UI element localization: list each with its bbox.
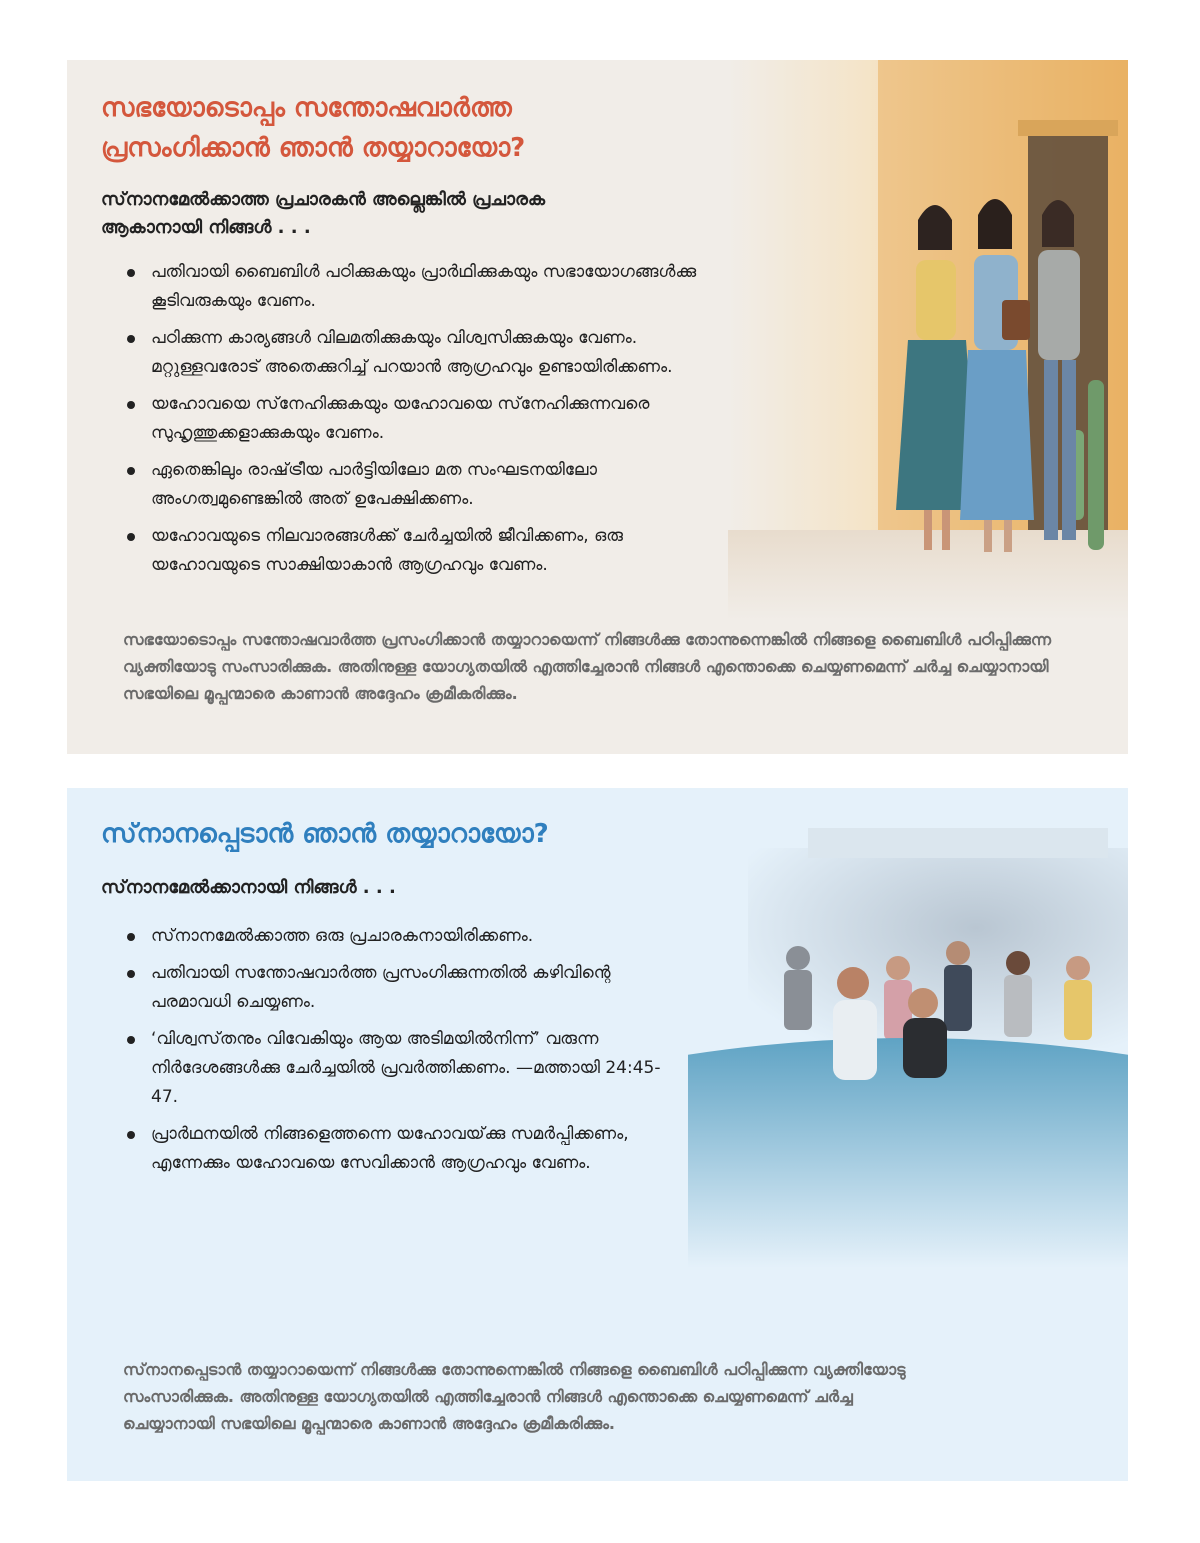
list-item	[127, 1120, 687, 1178]
list-item-text: പഠിക്കുന്ന കാര്യങ്ങൾ വിലമതിക്കുകയും വിശ്വസിക്കുകയും വേണം. മറ്റുള്ളവരോട്‌ അതെക്കുറിച്ച്‌ പറയാൻ ആഗ്രഹവും ഉണ്ടായിരിക്കണം.	[151, 328, 673, 377]
bullet-icon	[127, 970, 135, 978]
list-item	[127, 324, 727, 382]
list-item	[127, 390, 727, 448]
list-item	[127, 959, 687, 1017]
publisher-readiness-panel	[67, 60, 1128, 754]
list-item-text: സ്‌നാനമേൽക്കാത്ത ഒരു പ്രചാരകനായിരിക്കണം.	[151, 926, 534, 946]
section-title: സഭയോടൊപ്പം സന്തോഷവാർത്ത പ്രസംഗിക്കാൻ ഞാൻ തയ്യാറായോ?	[101, 93, 526, 163]
list-item	[127, 922, 687, 951]
list-item-text: ‘വിശ്വസ്‌തനും വിവേകിയും ആയ അടിമയിൽനിന്ന്‌’ വരുന്ന നിർദേശങ്ങൾക്കു ചേർച്ചയിൽ പ്രവർത്തിക്കണം. —മത്തായി 24:45-47.	[151, 1029, 661, 1107]
section-subheading: സ്‌നാനമേൽക്കാത്ത പ്രചാരകൻ അല്ലെങ്കിൽ പ്രചാരക ആകാനായി നിങ്ങൾ . . .	[101, 189, 546, 238]
bullet-icon	[127, 1036, 135, 1044]
list-item	[127, 1025, 687, 1112]
list-item-text: ഏതെങ്കിലും രാഷ്‌ട്രീയ പാർട്ടിയിലോ മത സംഘടനയിലോ അംഗത്വമുണ്ടെങ്കിൽ അത്‌ ഉപേക്ഷിക്കണം.	[151, 460, 597, 509]
list-item-text: പ്രാർഥനയിൽ നിങ്ങളെത്തന്നെ യഹോവയ്‌ക്കു സമർപ്പിക്കണം, എന്നേക്കും യഹോവയെ സേവിക്കാൻ ആഗ്രഹവും വേണം.	[151, 1124, 629, 1173]
bullet-icon	[127, 933, 135, 941]
list-item-text: യഹോവയുടെ നിലവാരങ്ങൾക്ക്‌ ചേർച്ചയിൽ ജീവിക്കണം, ഒരു യഹോവയുടെ സാക്ഷിയാകാൻ ആഗ്രഹവും വേണം.	[151, 526, 623, 575]
guidance-note: സ്‌നാനപ്പെടാൻ തയ്യാറായെന്ന്‌ നിങ്ങൾക്കു തോന്നുന്നെങ്കിൽ നിങ്ങളെ ബൈബിൾ പഠിപ്പിക്കുന്ന വ്യക്തിയോടു സംസാരിക്കുക. അതിനുള്ള യോഗ്യതയിൽ എത്തിച്ചേരാൻ നിങ്ങൾ എന്തൊക്കെ ചെയ്യണമെന്ന്‌ ചർച്ച ചെയ്യാനായി സഭയിലെ മൂപ്പന്മാരെ കാണാൻ അദ്ദേഹം ക്രമീകരിക്കും.	[123, 1360, 906, 1433]
requirements-list	[127, 922, 687, 1186]
list-item-text: പതിവായി ബൈബിൾ പഠിക്കുകയും പ്രാർഥിക്കുകയും സഭായോഗങ്ങൾക്കു കൂടിവരുകയും വേണം.	[151, 262, 697, 311]
section-subheading: സ്‌നാനമേൽക്കാനായി നിങ്ങൾ . . .	[101, 877, 396, 898]
section-title: സ്‌നാനപ്പെടാൻ ഞാൻ തയ്യാറായോ?	[101, 819, 549, 849]
bullet-icon	[127, 269, 135, 277]
list-item	[127, 522, 727, 580]
bullet-icon	[127, 335, 135, 343]
bullet-icon	[127, 533, 135, 541]
baptism-illustration	[688, 828, 1128, 1268]
bullet-icon	[127, 401, 135, 409]
preaching-door-to-door-illustration	[728, 60, 1128, 620]
list-item-text: പതിവായി സന്തോഷവാർത്ത പ്രസംഗിക്കുന്നതിൽ കഴിവിന്റെ പരമാവധി ചെയ്യണം.	[151, 963, 611, 1012]
bullet-icon	[127, 467, 135, 475]
guidance-note: സഭയോടൊപ്പം സന്തോഷവാർത്ത പ്രസംഗിക്കാൻ തയ്യാറായെന്ന്‌ നിങ്ങൾക്കു തോന്നുന്നെങ്കിൽ നിങ്ങളെ ബൈബിൾ പഠിപ്പിക്കുന്ന വ്യക്തിയോടു സംസാരിക്കുക. അതിനുള്ള യോഗ്യതയിൽ എത്തിച്ചേരാൻ നിങ്ങൾ എന്തൊക്കെ ചെയ്യണമെന്ന്‌ ചർച്ച ചെയ്യാനായി സഭയിലെ മൂപ്പന്മാരെ കാണാൻ അദ്ദേഹം ക്രമീകരിക്കും.	[123, 630, 1052, 703]
list-item	[127, 258, 727, 316]
requirements-list	[127, 258, 727, 588]
list-item-text: യഹോവയെ സ്‌നേഹിക്കുകയും യഹോവയെ സ്‌നേഹിക്കുന്നവരെ സുഹൃത്തുക്കളാക്കുകയും വേണം.	[151, 394, 650, 443]
baptism-readiness-panel	[67, 788, 1128, 1481]
bullet-icon	[127, 1131, 135, 1139]
list-item	[127, 456, 727, 514]
